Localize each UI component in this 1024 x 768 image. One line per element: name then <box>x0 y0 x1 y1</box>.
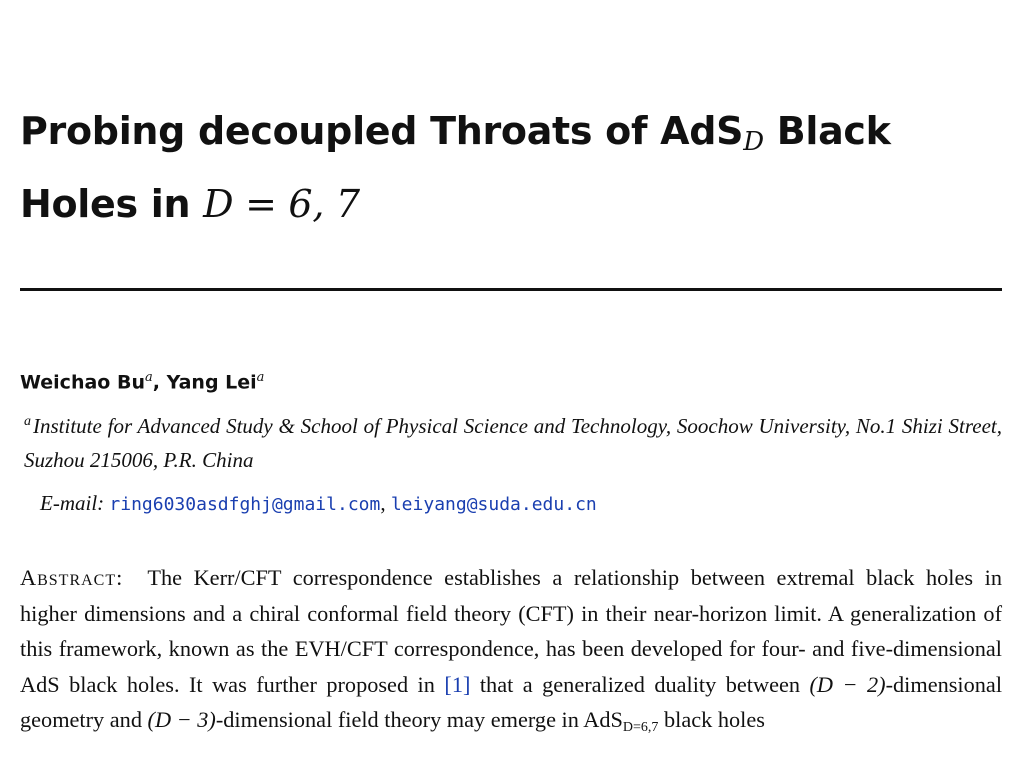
abstract <box>20 560 1002 746</box>
citation-link[interactable]: [1] <box>444 671 471 697</box>
email-link[interactable]: leiyang@suda.edu.cn <box>390 494 597 515</box>
abstract-text: -dimensional geometry and <box>20 671 1003 732</box>
email-line <box>40 488 597 520</box>
author-list <box>20 364 264 396</box>
author-affiliation-mark: a <box>256 370 265 385</box>
paper-title <box>20 100 1004 235</box>
author-name: Yang Lei <box>166 371 257 394</box>
title-divider <box>20 288 1002 291</box>
abstract-text: that a generalized duality between <box>470 671 810 697</box>
author-name: Weichao Bu <box>20 371 145 394</box>
author-separator: , <box>152 371 167 394</box>
affiliation <box>24 405 1002 477</box>
title-line1-text: Probing decoupled Throats of AdS <box>20 109 744 153</box>
title-line2-text: Holes in <box>20 182 204 226</box>
email-link[interactable]: ring6030asdfghj@gmail.com <box>109 494 381 515</box>
title-math: D = 6, 7 <box>203 182 360 226</box>
title-line1-tail: Black <box>763 109 891 153</box>
abstract-text: black holes <box>658 707 765 732</box>
title-subscript: D <box>743 127 764 157</box>
abstract-math: (D − 2) <box>809 671 886 697</box>
email-label: E-mail: <box>40 491 105 515</box>
abstract-subscript: D=6,7 <box>622 720 659 735</box>
abstract-label: Abstract: <box>20 565 124 590</box>
abstract-text: -dimensional field theory may emerge in AdS <box>215 707 623 732</box>
affiliation-text: Institute for Advanced Study & School of Physical Science and Technology, Soochow University, No.1 Shizi Street, Suzhou 215006, P.R. China <box>24 414 1002 472</box>
affiliation-mark: a <box>24 414 31 429</box>
email-separator: , <box>380 491 386 515</box>
author-affiliation-mark: a <box>144 370 153 385</box>
abstract-text: The Kerr/CFT correspondence establishes a relationship between extremal black holes in higher dimensions and a chiral conformal field theory (CFT) in their near-horizon limit. A generalization of this framework, known as the EVH/CFT correspondence, has been developed for four- and five-dimensional AdS black holes. It was further proposed in <box>20 565 1002 697</box>
abstract-math: (D − 3) <box>147 707 216 732</box>
